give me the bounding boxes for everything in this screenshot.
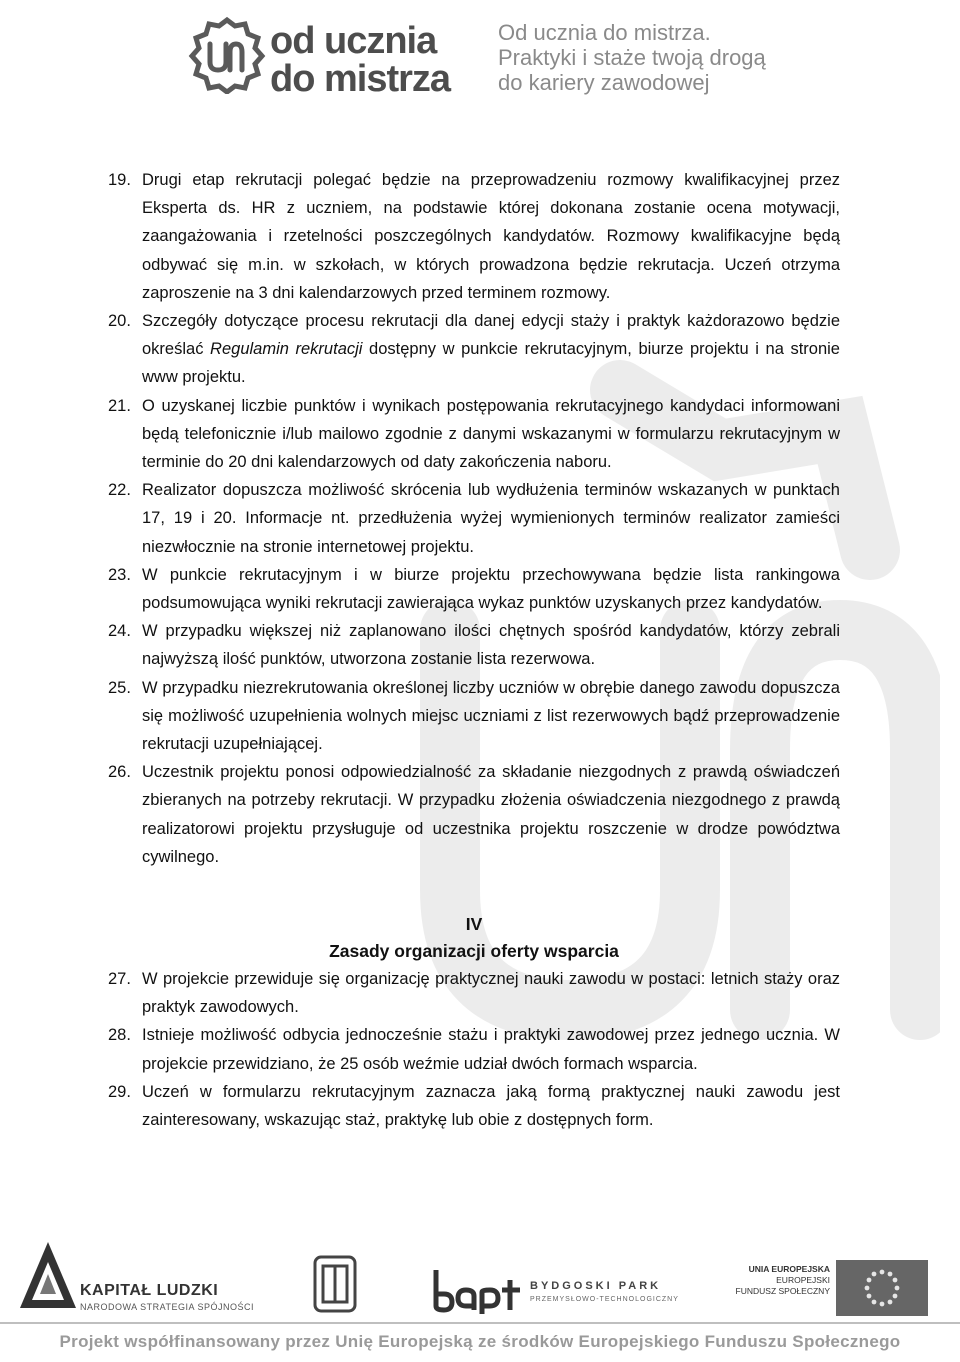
- item-text: W projekcie przewiduje się organizację praktycznej nauki zawodu w postaci: letnich staży oraz praktyk zawodowych.: [142, 970, 840, 1017]
- footer-logos: [0, 1240, 960, 1320]
- list-item: [108, 1021, 840, 1077]
- item-text: Drugi etap rekrutacji polegać będzie na przeprowadzeniu rozmowy kwalifikacyjnej przez Eksperta ds. HR z uczniem, na podstawie której dokonana zostanie ocena motywacji, zaangażowania i rzetelności poszczególnych kandydatów. Rozmowy kwalifikacyjne będą odbywać się m.in. w szkołach, w których prowadzona będzie rekrutacja. Uczeń otrzyma zaproszenie na 3 dni kalendarzowych przed terminem rozmowy.: [142, 171, 840, 302]
- item-number: 28.: [108, 1026, 131, 1045]
- eu-label: [720, 1264, 830, 1297]
- pt-emblem-icon: [312, 1254, 358, 1314]
- list-item: [108, 965, 840, 1021]
- eu-line-3: FUNDUSZ SPOŁECZNY: [735, 1286, 830, 1296]
- regulation-body: [108, 166, 840, 1134]
- logo-line-2: do mistrza: [270, 58, 451, 100]
- eu-flag-icon: [836, 1260, 928, 1316]
- list-item: [108, 674, 840, 759]
- list-item: [108, 758, 840, 871]
- bapt-logo-icon: [430, 1266, 522, 1314]
- item-number: 26.: [108, 763, 131, 782]
- list-item: [108, 561, 840, 617]
- kapital-ludzki-subtitle: NARODOWA STRATEGIA SPÓJNOŚCI: [80, 1302, 255, 1312]
- item-text: W przypadku większej niż zaplanowano ilości chętnych spośród kandydatów, którzy zebrali najwyższą ilość punktów, utworzona zostanie lista rezerwowa.: [142, 622, 840, 669]
- item-text: Uczeń w formularzu rekrutacyjnym zaznacza jaką formą praktycznej nauki zawodu jest zainteresowany, wskazując staż, praktykę lub obie z dostępnych form.: [142, 1082, 840, 1130]
- section-number: IV: [465, 914, 483, 935]
- kapital-ludzki-title: KAPITAŁ LUDZKI: [80, 1282, 219, 1299]
- funding-notice: Projekt współfinansowany przez Unię Europejską ze środków Europejskiego Funduszu Społecznego: [59, 1332, 901, 1351]
- regulation-name: Regulamin rekrutacji: [210, 340, 363, 359]
- footer-divider: [0, 1322, 960, 1324]
- bapt-subtitle: PRZEMYSŁOWO-TECHNOLOGICZNY: [530, 1296, 679, 1303]
- tagline-line-1: Od ucznia do mistrza.: [498, 20, 711, 45]
- um-logo-icon: [188, 16, 266, 94]
- tagline-line-2: Praktyki i staże twoją drogą: [498, 45, 766, 70]
- item-text: W punkcie rekrutacyjnym i w biurze projektu przechowywana będzie lista rankingowa podsumowująca wyniki rekrutacji zawierająca wykaz punktów uzyskanych przez kandydatów.: [142, 565, 840, 613]
- item-text-part: Szczegóły dotyczące procesu rekrutacji dla danej edycji staży i praktyk każdorazowo będzie określać: [142, 312, 840, 359]
- item-number: 24.: [108, 622, 131, 641]
- item-text: [142, 307, 840, 392]
- list-item: [108, 392, 840, 477]
- item-text-part: dostępny w punkcie rekrutacyjnym, biurze projektu i na stronie www projektu.: [142, 340, 840, 387]
- project-tagline: [498, 20, 766, 95]
- item-number: 25.: [108, 678, 131, 697]
- tagline-line-3: do kariery zawodowej: [498, 70, 710, 95]
- item-text: Realizator dopuszcza możliwość skrócenia lub wydłużenia terminów wskazanych w punktach 17, 19 i 20. Informacje nt. przedłużenia wyżej wymienionych terminów realizator zamieści niezwłocznie na stronie internetowej projektu.: [142, 481, 840, 556]
- item-number: 20.: [108, 312, 131, 331]
- list-item: [108, 166, 840, 307]
- bapt-title: BYDGOSKI PARK: [530, 1280, 662, 1292]
- page-header: [0, 0, 960, 140]
- item-number: 21.: [108, 396, 131, 415]
- logo-line-1: od ucznia: [270, 20, 437, 62]
- list-item: [108, 617, 840, 673]
- item-number: 19.: [108, 171, 131, 189]
- item-number: 23.: [108, 565, 131, 584]
- item-text: Istnieje możliwość odbycia jednocześnie stażu i praktyki zawodowej przez jednego ucznia. W projekcie przewidziano, że 25 osób weźmie udział dwóch formach wsparcia.: [142, 1026, 840, 1073]
- list-item: [108, 1078, 840, 1134]
- eu-line-2: EUROPEJSKI: [776, 1275, 830, 1285]
- item-number: 29.: [108, 1082, 131, 1101]
- eu-line-1: UNIA EUROPEJSKA: [748, 1264, 830, 1274]
- item-number: 22.: [108, 481, 131, 500]
- list-item: [108, 307, 840, 392]
- item-text: O uzyskanej liczbie punktów i wynikach postępowania rekrutacyjnego kandydaci informowani będą telefonicznie i/lub mailowo zgodnie z danymi wskazanymi w formularzu rekrutacyjnym w terminie do 20 dni kalendarzowych od daty zakończenia naboru.: [142, 396, 840, 472]
- list-item: [108, 476, 840, 561]
- section-title: Zasady organizacji oferty wsparcia: [329, 941, 619, 962]
- kapital-ludzki-logo-icon: [18, 1240, 78, 1310]
- item-text: Uczestnik projektu ponosi odpowiedzialność za składanie niezgodnych z prawdą oświadczeń zbieranych na potrzeby rekrutacji. W przypadku złożenia oświadczenia niezgodnego z prawdą realizatorowi projektu przysługuje od uczestnika projektu roszczenie w drodze powództwa cywilnego.: [142, 763, 840, 866]
- project-logo-text: [270, 22, 450, 98]
- item-number: 27.: [108, 970, 131, 989]
- item-text: W przypadku niezrekrutowania określonej liczby uczniów w obrębie danego zawodu dopuszcza się możliwość uzupełnienia wolnych miejsc uczniami z list rezerwowych bądź przeprowadzenie rekrutacji uzupełniającej.: [142, 678, 840, 754]
